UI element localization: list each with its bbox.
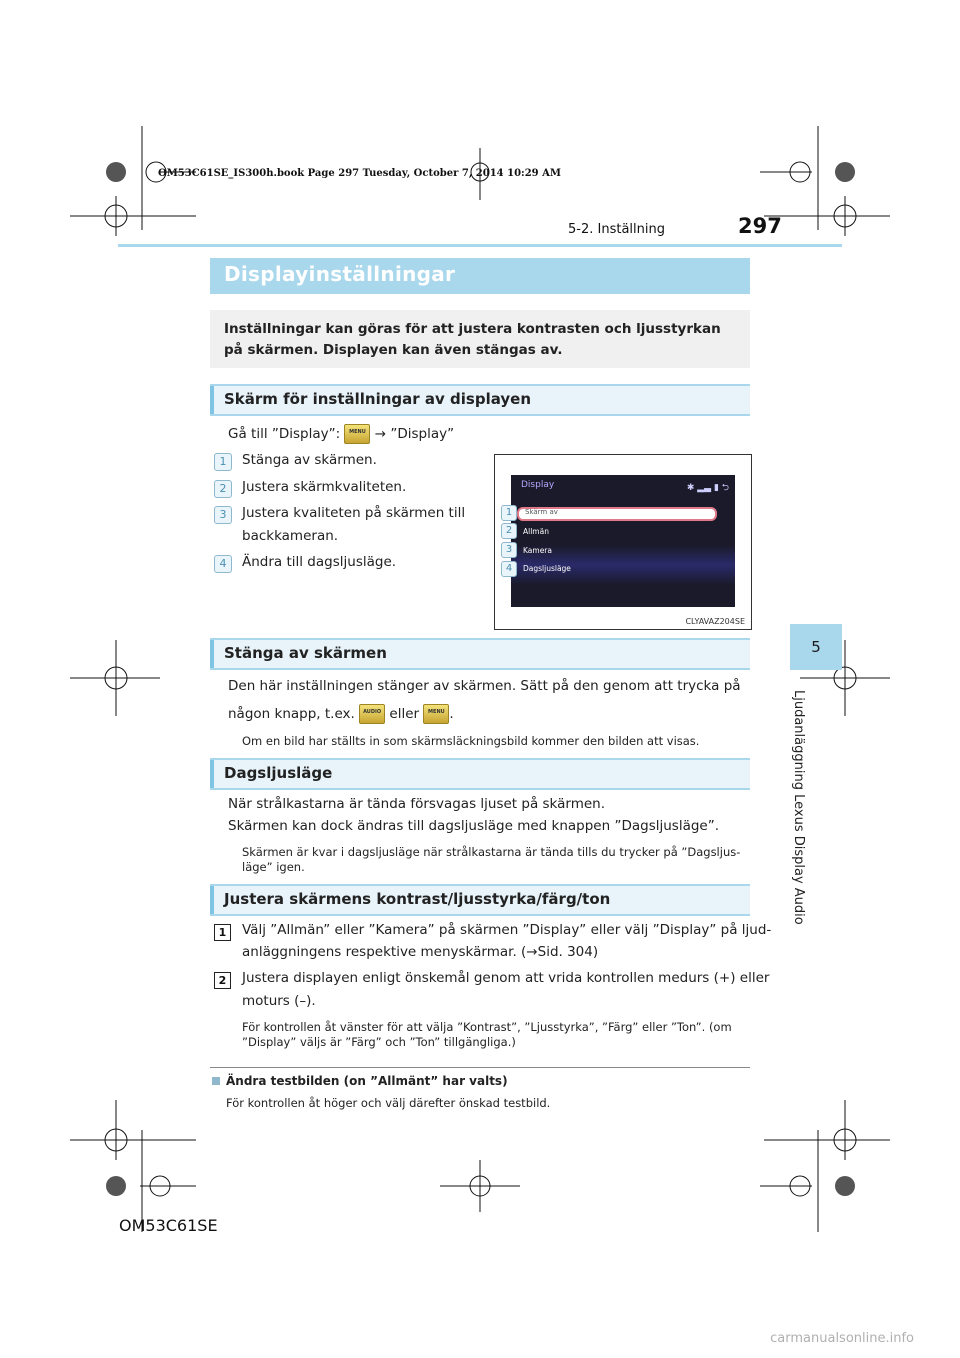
item-text-2: Justera skärmkvaliteten. xyxy=(242,479,407,495)
item-text-4: Ändra till dagsljusläge. xyxy=(242,554,397,570)
line2-mid: eller xyxy=(389,706,420,722)
display-screenshot xyxy=(494,454,752,630)
step-number-1: 1 xyxy=(214,924,231,941)
adjust-note-line2: ”Display” väljs är ”Färg” och ”Ton” tillgängliga.) xyxy=(242,1035,516,1049)
footnote-heading: Ändra testbilden (on ”Allmänt” har valts) xyxy=(226,1074,508,1088)
display-screen xyxy=(511,475,735,607)
item-number-2: 2 xyxy=(214,480,232,498)
callout-2: 2 xyxy=(501,523,517,539)
line2-prefix: någon knapp, t.ex. xyxy=(228,706,355,722)
menu-icon-label: MENU xyxy=(428,709,445,715)
side-tab xyxy=(790,624,842,670)
callout-1: 1 xyxy=(501,505,517,521)
step-1-line2: anläggningens respektive menyskärmar. (→Sid. 304) xyxy=(242,944,599,960)
section-heading-screen-off xyxy=(210,638,750,670)
item-text-1: Stänga av skärmen. xyxy=(242,452,377,468)
side-text-wrap xyxy=(786,690,810,930)
footer-code: OM53C61SE xyxy=(119,1216,218,1235)
section-label: 5-2. Inställning xyxy=(568,222,665,237)
daylight-line1: När strålkastarna är tända försvagas ljuset på skärmen. xyxy=(228,796,606,812)
watermark: carmanualsonline.info xyxy=(770,1331,914,1346)
daylight-line2: Skärmen kan dock ändras till dagsljusläge med knappen ”Dagsljusläge”. xyxy=(228,818,720,834)
file-header: OM53C61SE_IS300h.book Page 297 Tuesday, October 7, 2014 10:29 AM xyxy=(158,168,561,179)
menu-button-icon xyxy=(423,704,449,724)
adjust-note-line1: För kontrollen åt vänster för att välja ”Kontrast”, ”Ljusstyrka”, ”Färg” eller ”Ton”. (om xyxy=(242,1020,732,1034)
item-number-3: 3 xyxy=(214,506,232,524)
screen-off-note: Om en bild har ställts in som skärmsläckningsbild kommer den bilden att visas. xyxy=(242,734,700,748)
goto-line xyxy=(228,424,454,444)
item-number-4: 4 xyxy=(214,555,232,573)
goto-suffix: → ”Display” xyxy=(374,426,455,442)
section-heading-text: Stänga av skärmen xyxy=(224,644,387,662)
header-rule xyxy=(118,244,842,247)
status-icons: ✱ ▂▃ ▮ ⮌ xyxy=(686,483,729,493)
side-tab-number: 5 xyxy=(811,638,821,656)
callout-3: 3 xyxy=(501,542,517,558)
side-tab-text: Ljudanläggning Lexus Display Audio xyxy=(791,690,806,925)
menu-item-label: Skärm av xyxy=(525,508,558,516)
section-heading-adjust xyxy=(210,884,750,916)
intro-box xyxy=(210,310,750,368)
step-1-line1: Välj ”Allmän” eller ”Kamera” på skärmen ”Display” eller välj ”Display” på ljud- xyxy=(242,922,772,938)
footnote-bullet xyxy=(212,1077,220,1085)
item-text-3-line1: Justera kvaliteten på skärmen till xyxy=(242,505,466,521)
daylight-note-line1: Skärmen är kvar i dagsljusläge när strålkastarna är tända tills du trycker på ”Dagsljus- xyxy=(242,845,741,859)
step-2-line1: Justera displayen enligt önskemål genom att vrida kontrollen medurs (+) eller xyxy=(242,970,770,986)
item-text-3-line2: backkameran. xyxy=(242,528,339,544)
menu-icon-label: MENU xyxy=(349,429,366,435)
section-heading-daylight xyxy=(210,758,750,790)
item-number-1: 1 xyxy=(214,453,232,471)
screen-off-line1: Den här inställningen stänger av skärmen. Sätt på den genom att trycka på xyxy=(228,678,741,694)
page-number: 297 xyxy=(738,214,782,238)
menu-item-camera: Kamera xyxy=(523,546,552,555)
audio-button-icon xyxy=(359,704,385,724)
daylight-note-line2: läge” igen. xyxy=(242,860,305,874)
image-caption: CLYAVAZ204SE xyxy=(685,617,745,626)
screen-off-line2 xyxy=(228,704,454,724)
page-title: Displayinställningar xyxy=(224,262,456,286)
line2-suffix: . xyxy=(449,706,454,722)
section-heading-text: Dagsljusläge xyxy=(224,764,333,782)
menu-item-daylight: Dagsljusläge xyxy=(523,564,571,573)
menu-item-screen-off xyxy=(517,507,717,521)
step-2-line2: moturs (–). xyxy=(242,993,316,1009)
title-bar xyxy=(210,258,750,294)
section-heading-text: Skärm för inställningar av displayen xyxy=(224,390,532,408)
callout-4: 4 xyxy=(501,561,517,577)
menu-item-general: Allmän xyxy=(523,527,549,536)
section-heading-display-settings xyxy=(210,384,750,416)
footnote-text: För kontrollen åt höger och välj därefter önskad testbild. xyxy=(226,1096,551,1110)
goto-prefix: Gå till ”Display”: xyxy=(228,426,341,442)
audio-icon-label: AUDIO xyxy=(363,709,382,715)
menu-button-icon xyxy=(344,424,370,444)
step-number-2: 2 xyxy=(214,972,231,989)
intro-text: Inställningar kan göras för att justera kontrasten och ljusstyrkan på skärmen. Displayen kan även stängas av. xyxy=(224,321,721,358)
footnote-rule xyxy=(210,1067,750,1068)
section-heading-text: Justera skärmens kontrast/ljusstyrka/färg/ton xyxy=(224,890,611,908)
screen-header: Display xyxy=(521,480,555,490)
